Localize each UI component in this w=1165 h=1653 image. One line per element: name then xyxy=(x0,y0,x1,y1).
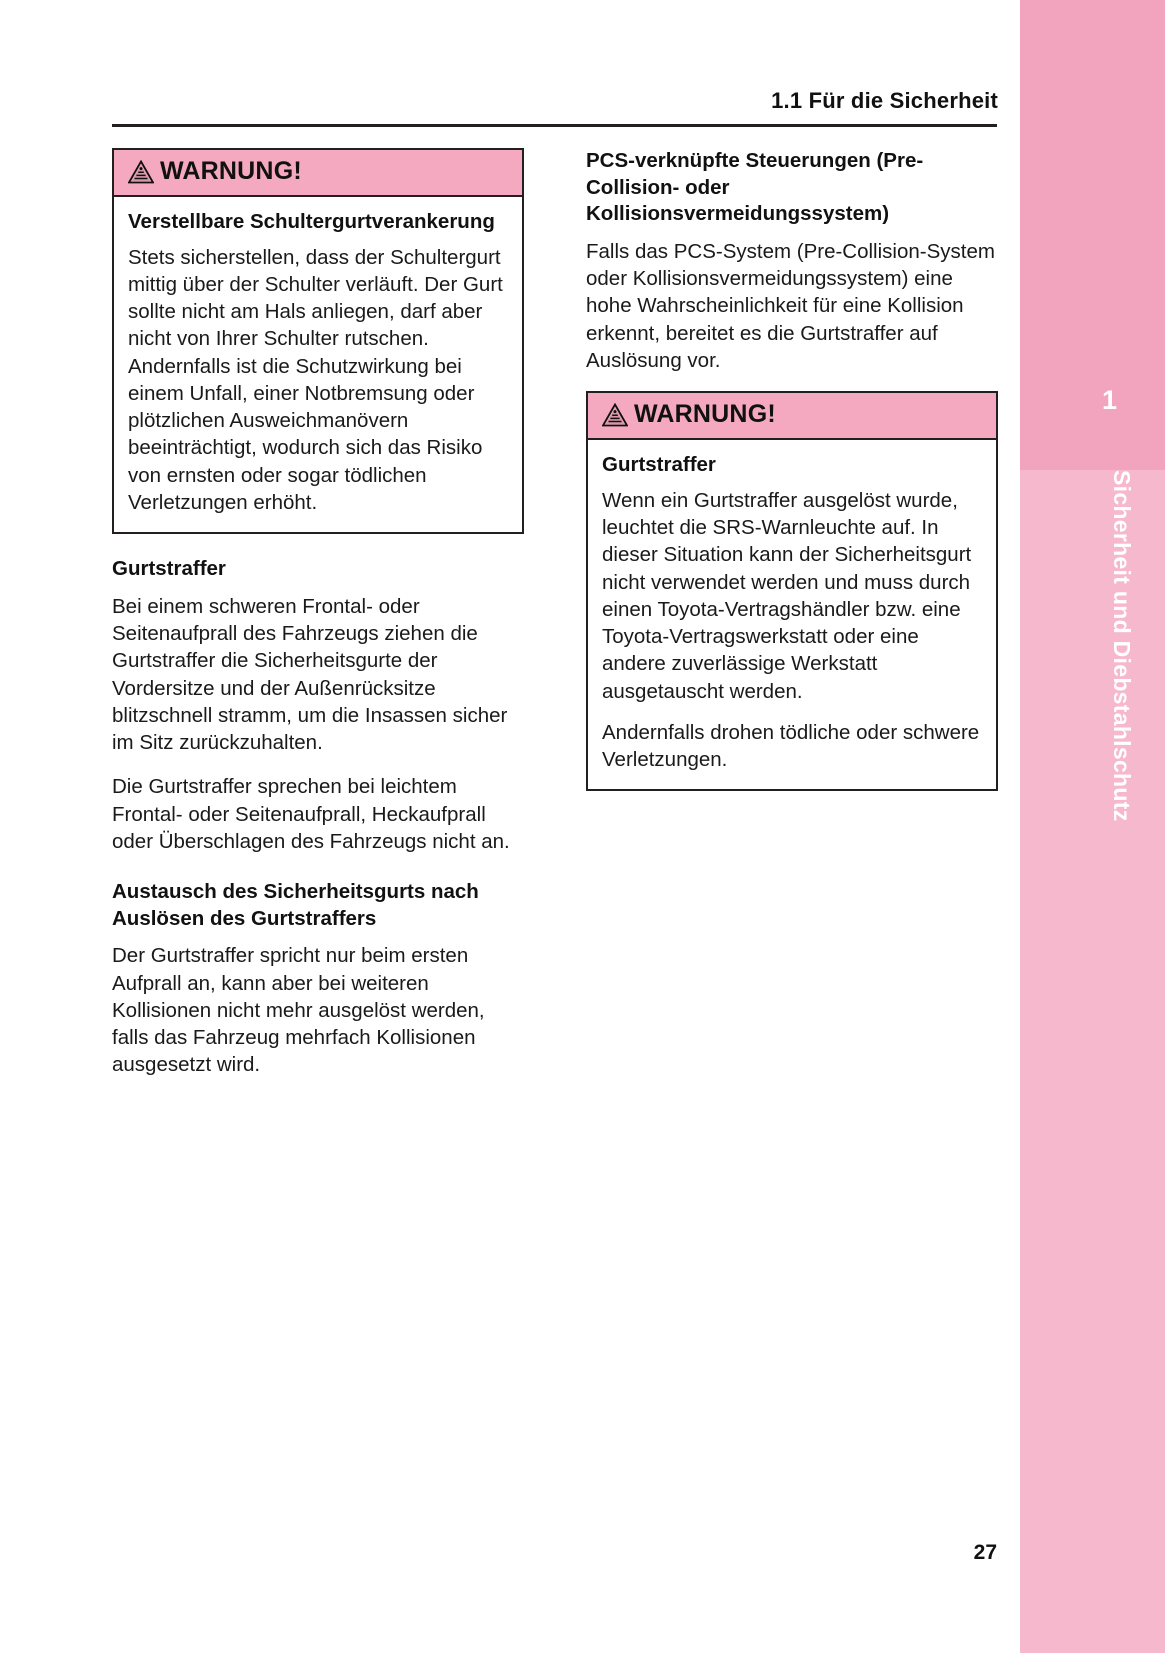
left-column xyxy=(112,148,524,1096)
warning-label: WARNUNG! xyxy=(160,157,302,185)
warning-box-paragraph-2: Andernfalls drohen tödliche oder schwere Verletzungen. xyxy=(602,720,980,772)
warning-box-body xyxy=(588,440,996,789)
chapter-number: 1 xyxy=(1101,385,1117,415)
warning-box-heading: Verstellbare Schultergurtverankerung xyxy=(128,210,495,233)
paragraph-gurtstraffer-1: Bei einem schweren Frontal- oder Seitenaufprall des Fahrzeugs ziehen die Gurtstraffer die Sicherheitsgurte der Vordersitze und der Außenrücksitze blitzschnell stramm, um die Insassen sicher im Sitz zurückzuhalten. xyxy=(112,594,508,755)
page-number: 27 xyxy=(973,1541,997,1564)
chapter-title: Sicherheit und Diebstahlschutz xyxy=(1109,470,1135,822)
heading-gurtstraffer: Gurtstraffer xyxy=(112,557,226,581)
warning-box-title-bar xyxy=(114,150,522,197)
paragraph-austausch-1: Der Gurtstraffer spricht nur beim ersten Aufprall an, kann aber bei weiteren Kollisionen nicht mehr ausgelöst werden, falls das Fahrzeug mehrfach Kollisionen ausgesetzt wird. xyxy=(112,944,485,1077)
edge-tab-bottom-block xyxy=(1020,470,1165,1653)
warning-label: WARNUNG! xyxy=(634,400,776,429)
right-column xyxy=(586,148,998,813)
warning-triangle-icon xyxy=(128,160,154,184)
warning-triangle-icon xyxy=(602,403,628,427)
edge-tab-top-block xyxy=(1020,0,1165,470)
edge-tab-strip xyxy=(1020,0,1165,1653)
heading-pcs-steuerungen: PCS-verknüpfte Steuerungen (Pre-Collision- oder Kollisionsvermeidungssystem) xyxy=(586,149,924,226)
heading-austausch-sicherheitsgurt: Austausch des Sicherheitsgurts nach Auslösen des Gurtstraffers xyxy=(112,880,479,930)
warning-box-body xyxy=(114,197,522,532)
page-header: 1.1 Für die Sicherheit xyxy=(771,88,998,113)
header-divider xyxy=(112,124,997,127)
warning-box-paragraph-1: Wenn ein Gurtstraffer ausgelöst wurde, leuchtet die SRS-Warnleuchte auf. In dieser Situation kann der Sicherheitsgurt nicht verwendet werden und muss durch einen Toyota-Vertragshändler bzw. eine Toyota-Vertragswerkstatt oder eine andere zuverlässige Werkstatt ausgetauscht werden. xyxy=(602,488,972,703)
paragraph-pcs-1: Falls das PCS-System (Pre-Collision-System oder Kollisionsvermeidungssystem) eine hohe Wahrscheinlichkeit für eine Kollision erkennt, bereitet es die Gurtstraffer auf Auslösung vor. xyxy=(586,239,995,372)
warning-box-shoulder-anchor xyxy=(112,148,524,534)
paragraph-gurtstraffer-2: Die Gurtstraffer sprechen bei leichtem Frontal- oder Seitenaufprall, Heckaufprall oder Überschlagen des Fahrzeugs nicht an. xyxy=(112,775,510,853)
warning-box-gurtstraffer xyxy=(586,391,998,791)
warning-box-heading: Gurtstraffer xyxy=(602,453,716,477)
warning-box-paragraph: Stets sicherstellen, dass der Schultergurt mittig über der Schulter verläuft. Der Gurt sollte nicht am Hals anliegen, darf aber nicht von Ihrer Schulter rutschen. Andernfalls ist die Schutzwirkung bei einem Unfall, einer Notbremsung oder plötzlichen Ausweichmanövern beeinträchtigt, wodurch sich das Risiko von ernsten oder sogar tödlichen Verletzungen erhöht. xyxy=(128,245,503,514)
warning-box-title-bar xyxy=(588,393,996,440)
